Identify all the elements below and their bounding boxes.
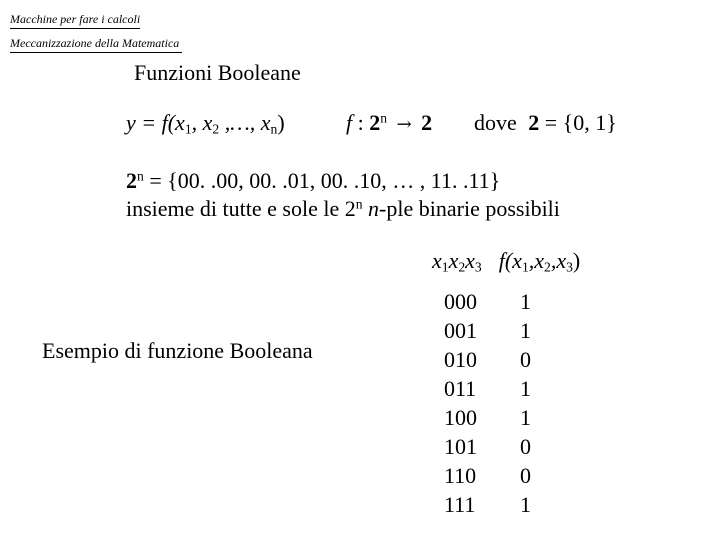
table-cell-input: 011 [444, 376, 477, 401]
set-enumeration [126, 168, 500, 194]
header-x3: x [465, 248, 475, 273]
table-cell-output: 1 [520, 376, 531, 401]
truth-table-header [432, 248, 580, 275]
subscript-n: n [270, 121, 278, 137]
header-f-comma1: ,x [528, 248, 545, 273]
example-label: Esempio di funzione Booleana [42, 338, 313, 363]
subscript-1: 1 [184, 121, 192, 137]
table-cell-output: 0 [520, 434, 531, 459]
table-cell-input: 001 [444, 318, 477, 343]
map-two: 2 [369, 110, 381, 135]
set-line-two: 2 [126, 168, 137, 193]
dove-word: dove [474, 110, 517, 135]
set-line-n: n [137, 168, 144, 184]
slide-title: Funzioni Booleane [134, 60, 301, 85]
map-colon: : [352, 110, 370, 135]
set-two: 2 [528, 110, 540, 135]
header-underline-2 [10, 52, 182, 53]
header-s3: 3 [474, 259, 482, 275]
map-two-b: 2 [421, 110, 433, 135]
table-cell-output: 1 [520, 492, 531, 517]
table-cell-input: 100 [444, 405, 477, 430]
y-def-end: ) [277, 110, 285, 135]
map-n: n [380, 110, 388, 126]
header-title-1: Macchine per fare i calcoli [10, 12, 141, 26]
table-cell-input: 101 [444, 434, 477, 459]
function-definition [126, 110, 285, 137]
header-s2: 2 [458, 259, 466, 275]
set-definition [474, 110, 617, 136]
y-def-prefix: y = f(x [126, 110, 185, 135]
header-f-open: f(x [498, 248, 522, 273]
table-cell-output: 0 [520, 347, 531, 372]
map-f: f [346, 110, 353, 135]
header-s1: 1 [441, 259, 449, 275]
desc-before: insieme di tutte e sole le 2 [126, 196, 356, 221]
header-f-s2: 2 [544, 259, 551, 275]
header-title-2: Meccanizzazione della Matematica [10, 36, 180, 50]
header-x2: x [448, 248, 459, 273]
set-def: = {0, 1} [539, 110, 617, 135]
header-f-close: ) [572, 248, 581, 273]
table-cell-input: 000 [444, 289, 477, 314]
set-line-rest: = {00. .00, 00. .01, 00. .10, … , 11. .11} [143, 168, 501, 193]
table-cell-output: 1 [520, 318, 531, 343]
header-underline-1 [10, 28, 140, 29]
desc-after: -ple binarie possibili [379, 196, 560, 221]
y-def-mid2: ,…, x [219, 110, 271, 135]
header-f-s3: 3 [566, 259, 573, 275]
function-mapping [346, 110, 432, 136]
header-f-s1: 1 [521, 259, 529, 275]
set-description [126, 196, 560, 222]
table-cell-output: 0 [520, 463, 531, 488]
desc-n-sup: n [355, 196, 363, 212]
desc-n-italic: n [368, 196, 380, 221]
header-f-comma2: ,x [550, 248, 567, 273]
table-cell-input: 110 [444, 463, 477, 488]
header-x1: x [432, 248, 442, 273]
table-cell-output: 1 [520, 289, 531, 314]
table-cell-input: 111 [444, 492, 476, 517]
arrow-icon: → [396, 114, 412, 135]
subscript-2: 2 [212, 121, 220, 137]
table-cell-input: 010 [444, 347, 477, 372]
truth-table [444, 289, 564, 529]
y-def-mid1: , x [191, 110, 213, 135]
table-cell-output: 1 [520, 405, 531, 430]
